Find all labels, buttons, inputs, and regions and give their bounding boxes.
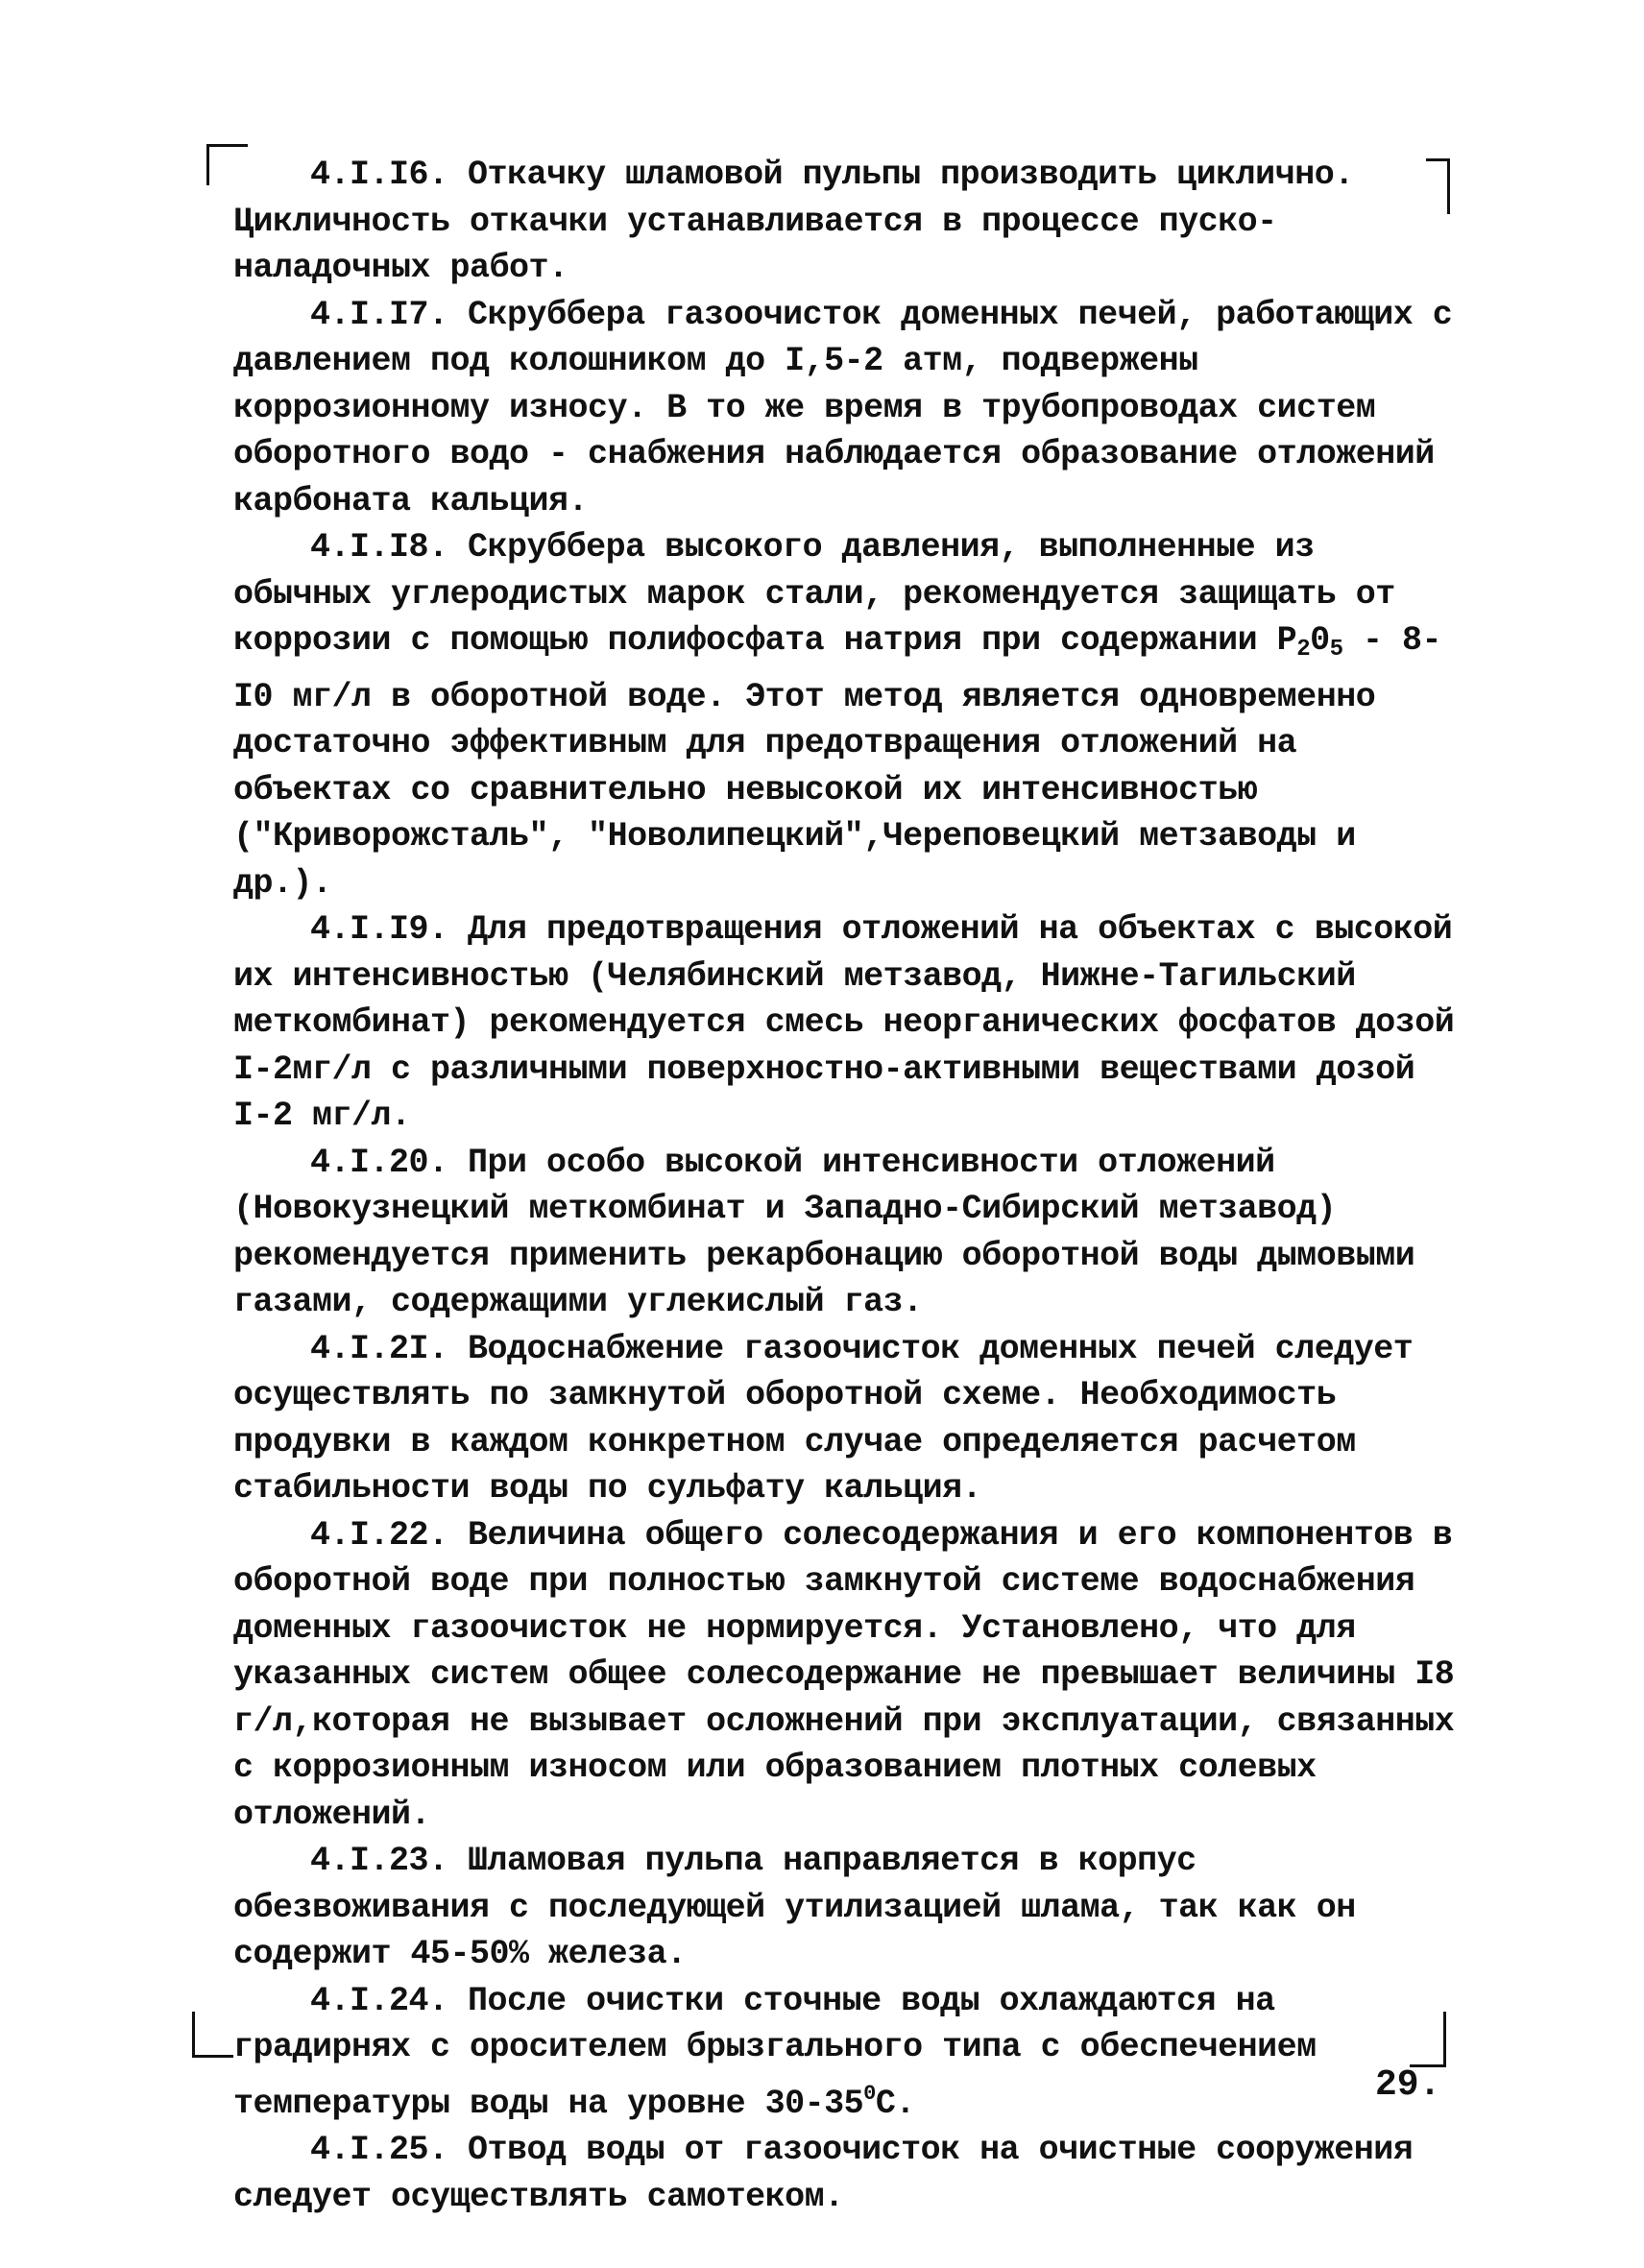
paragraph-number: 4.I.I7. — [310, 295, 448, 334]
formula-subscript: 5 — [1329, 637, 1343, 663]
paragraph-4-1-19 — [233, 906, 1467, 1140]
paragraph-4-1-23 — [233, 1838, 1467, 1978]
paragraph-4-1-18 — [233, 524, 1467, 906]
paragraph-4-1-24 — [233, 1978, 1467, 2128]
paragraph-4-1-22 — [233, 1512, 1467, 1839]
paragraph-number: 4.I.I9. — [310, 910, 448, 949]
paragraph-number: 4.I.I6. — [310, 156, 448, 194]
paragraph-number: 4.I.24. — [310, 1981, 448, 2020]
paragraph-number: 4.I.I8. — [310, 528, 448, 567]
paragraph-text: Величина общего солесодержания и его компонентов в оборотной воде при полностью замкнутой системе водоснабжения доменных газоочисток не нормируется. Установлено, что для указанных систем общее солесодержание не превышает величины I8 г/л,которая не вызывает осложнений при эксплуатации, связанных с коррозионным износом или образованием плотных солевых отложений. — [233, 1515, 1455, 1834]
paragraph-text: Скруббера газоочисток доменных печей, работающих с давлением под колошником до I,5-2 атм, подвержены коррозионному износу. В то же время в трубопроводах систем оборотного водо - снабжения наблюдается образование отложений карбоната кальция. — [233, 295, 1453, 520]
paragraph-text: Водоснабжение газоочисток доменных печей следует осуществлять по замкнутой оборотной схеме. Необходимость продувки в каждом конкретном случае определяется расчетом стабильности воды по сульфату кальция. — [233, 1329, 1414, 1508]
paragraph-4-1-25 — [233, 2127, 1467, 2220]
corner-mark-bottom-left — [192, 2012, 233, 2058]
paragraph-text: - 8-I0 мг/л в оборотной воде. Этот метод является одновременно достаточно эффективным для предотвращения отложений на объектах со сравнительно невысокой их интенсивностью ("Криворожсталь", "Новолипецкий",Череповецкий метзаводы и др.). — [233, 621, 1442, 903]
paragraph-text: С. — [875, 2084, 915, 2123]
paragraph-4-1-21 — [233, 1326, 1467, 1512]
paragraph-number: 4.I.25. — [310, 2131, 448, 2169]
formula-part: 0 — [1310, 621, 1330, 660]
paragraph-4-1-20 — [233, 1140, 1467, 1326]
degree-superscript: 0 — [863, 2081, 876, 2106]
page-number: 29. — [1375, 2064, 1441, 2106]
paragraph-number: 4.I.23. — [310, 1842, 448, 1880]
paragraph-number: 4.I.2I. — [310, 1329, 448, 1368]
paragraph-text: Отвод воды от газоочисток на очистные сооружения следует осуществлять самотеком. — [233, 2131, 1414, 2216]
paragraph-text: Для предотвращения отложений на объектах с высокой их интенсивностью (Челябинский метзавод, Нижне-Тагильский меткомбинат) рекомендуется смесь неорганических фосфатов дозой I-2мг/л с различными поверхностно-активными веществами дозой I-2 мг/л. — [233, 910, 1455, 1135]
paragraph-number: 4.I.20. — [310, 1143, 448, 1182]
paragraph-text: Откачку шламовой пульпы производить циклично. Цикличность откачки устанавливается в процессе пуско-наладочных работ. — [233, 156, 1354, 287]
document-body — [233, 152, 1467, 2220]
paragraph-4-1-17 — [233, 292, 1467, 525]
formula-subscript: 2 — [1296, 637, 1311, 663]
paragraph-text: После очистки сточные воды охлаждаются на градирнях с оросителем брызгального типа с обеспечением температуры воды на уровне 30-35 — [233, 1981, 1317, 2123]
paragraph-text: Скруббера высокого давления, выполненные из обычных углеродистых марок стали, рекомендуется защищать от коррозии с помощью полифосфата натрия при содержании P — [233, 528, 1395, 660]
paragraph-number: 4.I.22. — [310, 1515, 448, 1555]
paragraph-4-1-16 — [233, 152, 1467, 292]
paragraph-text: При особо высокой интенсивности отложений (Новокузнецкий меткомбинат и Западно-Сибирский метзавод) рекомендуется применить рекарбонацию оборотной воды дымовыми газами, содержащими углекислый газ. — [233, 1143, 1415, 1321]
paragraph-text: Шламовая пульпа направляется в корпус обезвоживания с последующей утилизацией шлама, так как он содержит 45-50% железа. — [233, 1842, 1356, 1973]
